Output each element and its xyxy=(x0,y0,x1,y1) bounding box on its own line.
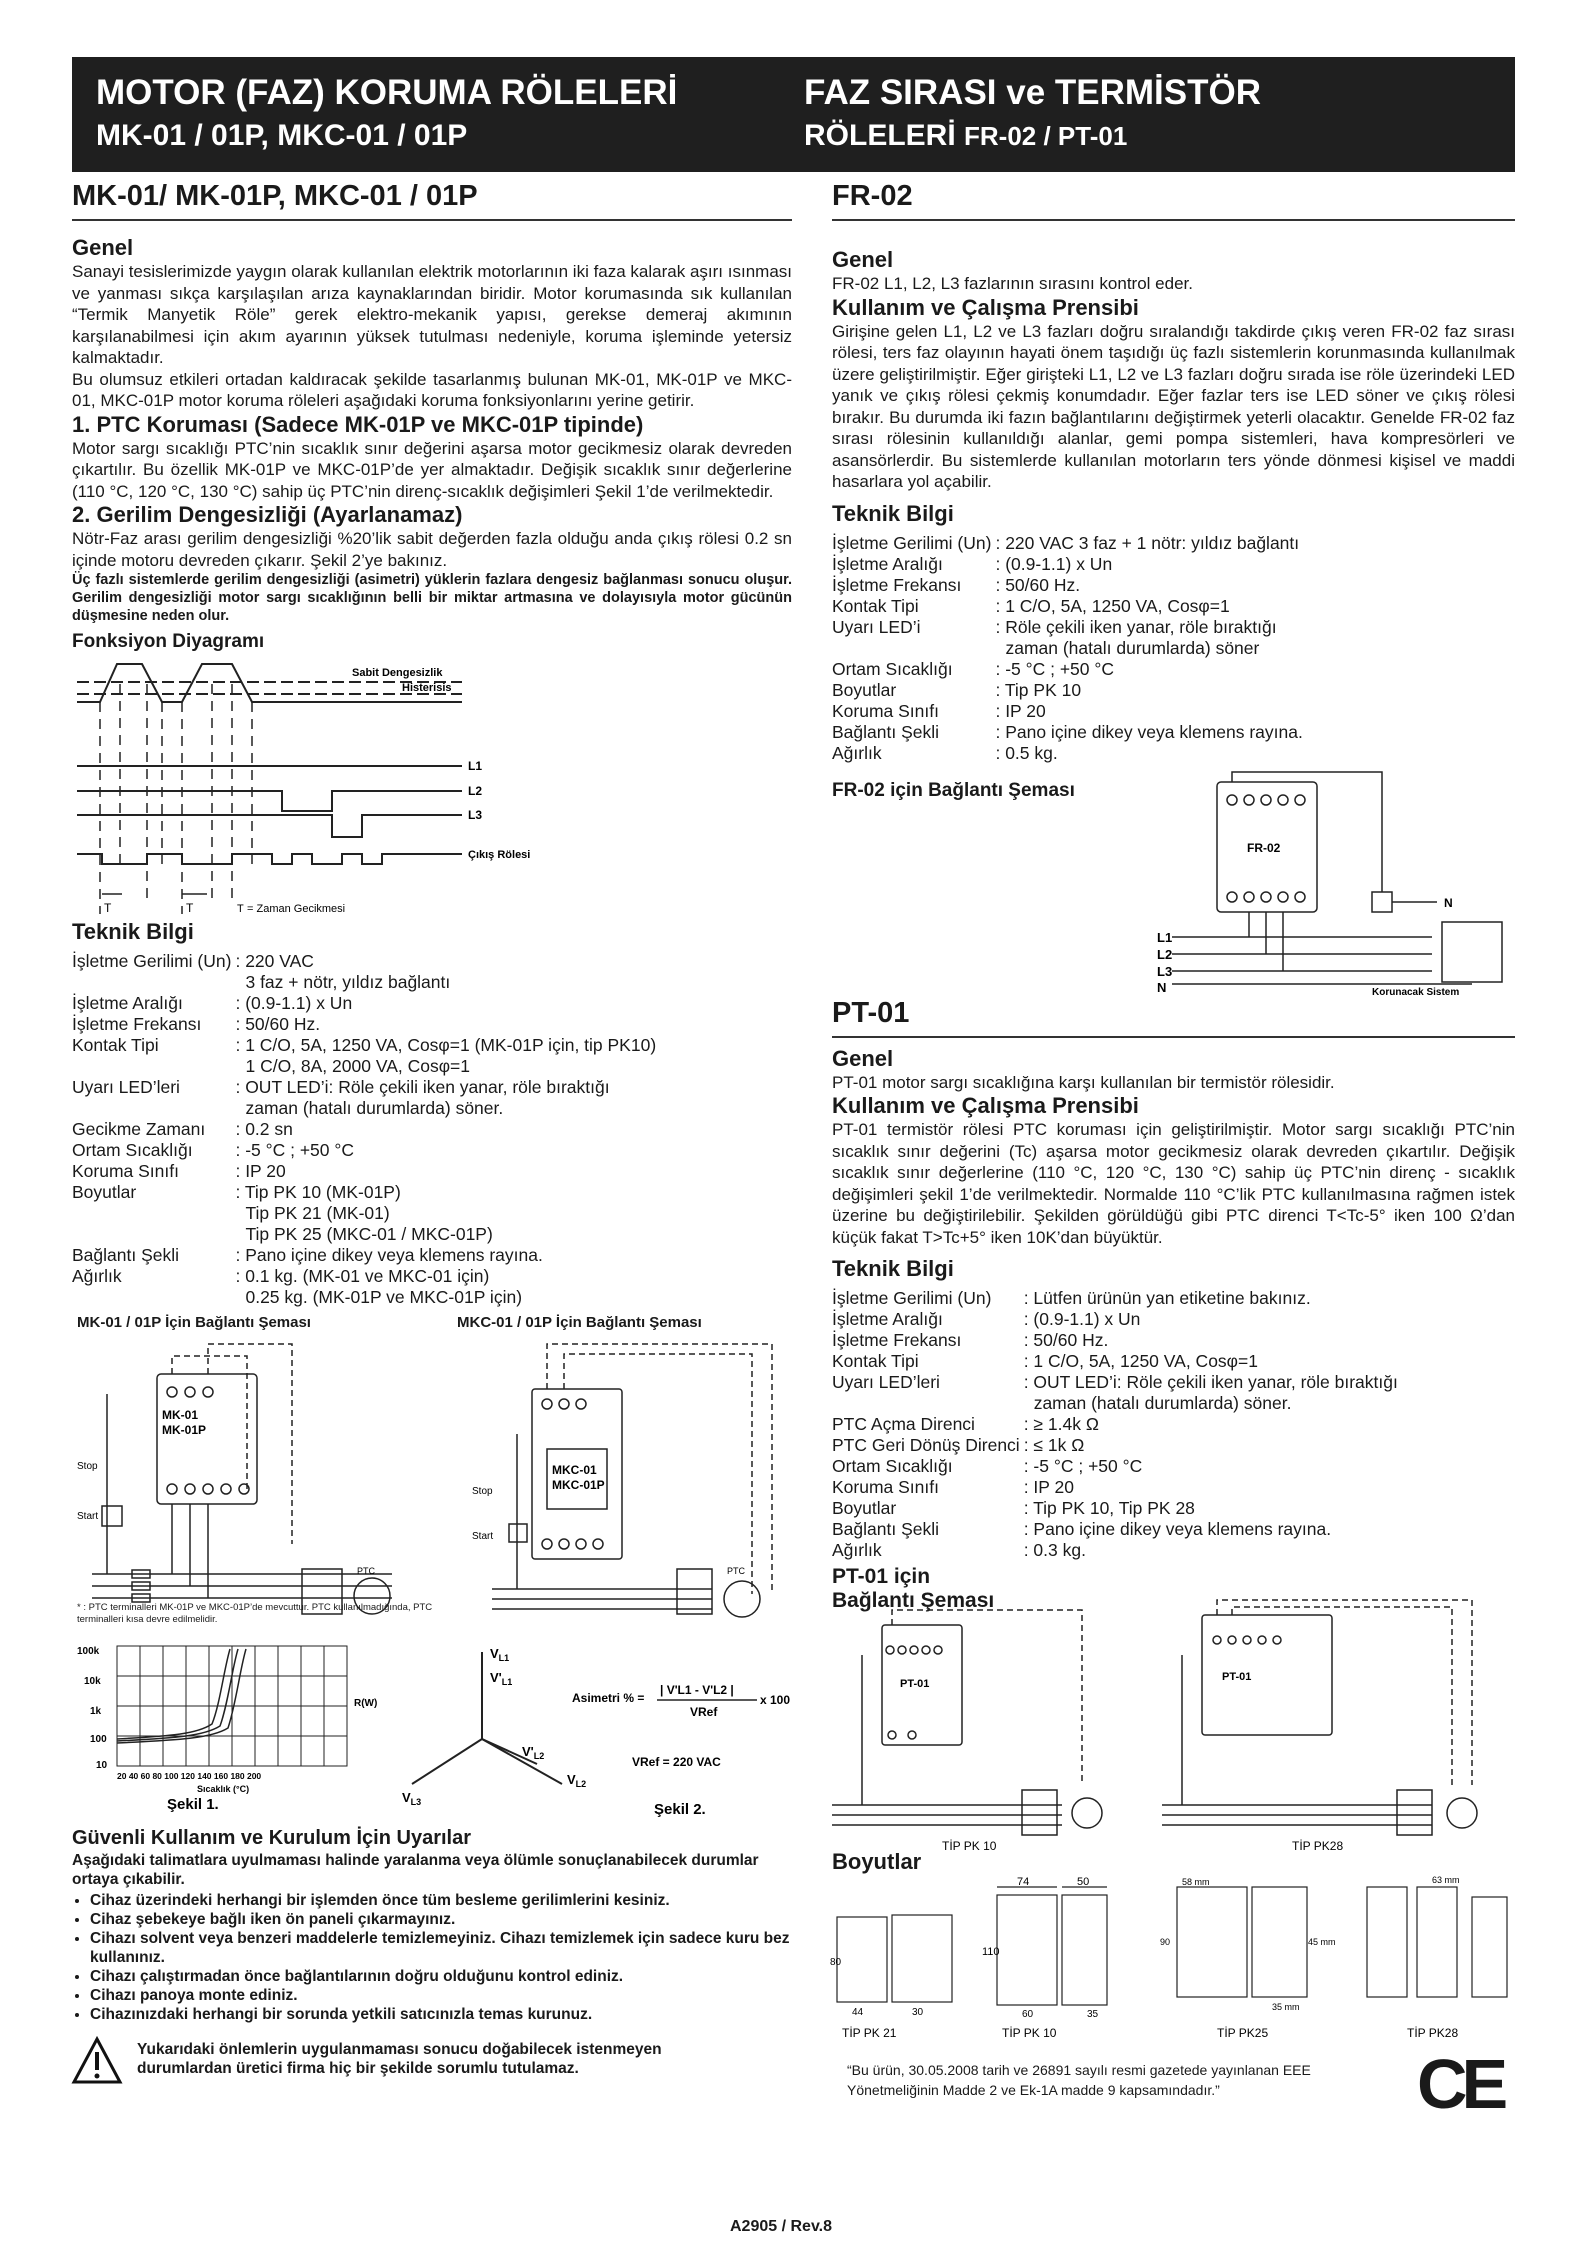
schema1-ptc: PTC xyxy=(357,1566,375,1576)
footer-code: A2905 / Rev.8 xyxy=(730,2218,832,2235)
schema2-dev-b: MKC-01P xyxy=(552,1478,605,1492)
spec-row xyxy=(72,1287,656,1308)
schema1-heading: MK-01 / 01P İçin Bağlantı Şeması xyxy=(77,1314,311,1331)
spec-key xyxy=(832,638,995,659)
spec-value: : 50/60 Hz. xyxy=(995,574,1081,595)
header-right-line2b: FR-02 / PT-01 xyxy=(964,121,1128,151)
vec-vpl1: $V'_{L1}$ xyxy=(490,1670,513,1687)
spec-value: : Tip PK 10 xyxy=(995,679,1082,700)
header-left xyxy=(96,71,677,157)
spec-row xyxy=(72,1077,656,1098)
spec-value: : IP 20 xyxy=(995,700,1046,721)
spec-value: : 0.3 kg. xyxy=(1023,1540,1086,1560)
fd-label-cikis: Çıkış Rölesi xyxy=(468,849,531,861)
formula-den: VRef xyxy=(690,1705,718,1719)
spec-row xyxy=(72,1140,656,1161)
header-right xyxy=(804,71,1261,157)
spec-row xyxy=(832,1477,1398,1498)
pt-dev-1: PT-01 xyxy=(900,1678,930,1690)
spec-key: Kontak Tipi xyxy=(832,1351,919,1371)
spec-row xyxy=(832,638,1303,659)
spec-value: : (0.9-1.1) x Un xyxy=(235,993,353,1013)
spec-row xyxy=(832,533,1303,554)
dim-90: 90 xyxy=(1160,1937,1171,1947)
pt-tip2: TİP PK28 xyxy=(1292,1839,1344,1853)
pt-kul-p: PT-01 termistör rölesi PTC koruması için geliştirilmiştir. Motor sargı sıcaklığı PTC’nin sıcaklık sınır değerini (Tc) aşarsa motor gecikmesiz olarak devreden çıkartılır. Değişik sıcaklık sınır değerlerine (110 °C, 120 °C, 130 °C) sahip üç PTC’nin direnç - sıcaklık değişimleri şekil 1’de verilmektedir. Normalde 110 °C’lik PTC kullanılmasına rağmen istek üzerine bu değiştirilebilir. Şekilden görüldüğü gibi PTC direnci T<Tc-5° iken 100 Ω’dan küçük fakat T>Tc+5° iken 10K’dan büyüktür. xyxy=(832,1120,1515,1247)
spec-row xyxy=(72,972,656,993)
spec-value: : 50/60 Hz. xyxy=(1023,1330,1109,1350)
spec-row xyxy=(832,701,1303,722)
spec-key: İşletme Aralığı xyxy=(72,993,183,1013)
graph-y0: 100k xyxy=(77,1646,100,1657)
fr-korunacak: Korunacak Sistem xyxy=(1372,986,1460,998)
dim-58: 58 mm xyxy=(1182,1877,1210,1887)
spec-key: Kontak Tipi xyxy=(72,1035,159,1055)
vec-vpl2: $V'_{L2}$ xyxy=(522,1744,545,1761)
spec-row xyxy=(832,1498,1398,1519)
fr-schema-heading: FR-02 için Bağlantı Şeması xyxy=(832,779,1075,801)
spec-value: : 0.1 kg. (MK-01 ve MKC-01 için) xyxy=(235,1266,490,1286)
spec-key: Uyarı LED’i xyxy=(832,616,921,637)
spec-row xyxy=(832,554,1303,575)
function-diagram xyxy=(72,654,792,919)
formula-num: | V'L1 - V'L2 | xyxy=(660,1683,734,1697)
guv-heading: Güvenli Kullanım ve Kurulum İçin Uyarılar xyxy=(72,1827,471,1849)
figure1-caption: Şekil 1. xyxy=(167,1796,219,1813)
pt-kul-heading: Kullanım ve Çalışma Prensibi xyxy=(832,1093,1139,1118)
mk-genel-p2: Bu olumsuz etkileri ortadan kaldıracak şekilde tasarlanmış bulunan MK-01, MK-01P ve MKC-01, MKC-01P motor koruma röleleri aşağıdaki koruma fonksiyonlarını yerine getirir. xyxy=(72,369,792,410)
pt-schema-svg xyxy=(832,1595,1515,1855)
spec-row xyxy=(72,1119,656,1140)
vec-vl2: $V_{L2}$ xyxy=(567,1772,587,1789)
compliance-row xyxy=(832,2045,1515,2123)
spec-key: Boyutlar xyxy=(72,1182,137,1202)
pt-tip1: TİP PK 10 xyxy=(942,1839,997,1853)
guv-intro: Aşağıdaki talimatlara uyulmaması halinde yaralanma veya ölümle sonuçlanabilecek durumlar ortaya çıkabilir. xyxy=(72,1852,759,1888)
mk-gd-p: Nötr-Faz arası gerilim dengesizliği %20’lik sabit değerden fazla olduğu anda çıkış rölesi 0.2 sn içinde motoru devreden çıkarır. Şekil 2’ye bakınız. xyxy=(72,529,792,570)
mk-title: MK-01/ MK-01P, MKC-01 / 01P xyxy=(72,180,792,221)
spec-key: Gecikme Zamanı xyxy=(72,1119,206,1139)
spec-key: İşletme Gerilimi (Un) xyxy=(832,532,992,553)
spec-key: Boyutlar xyxy=(832,679,897,700)
fr-spec-table xyxy=(832,533,1303,764)
graph-x: 20 40 60 80 100 120 140 160 180 200 xyxy=(117,1771,262,1781)
dim-74: 74 xyxy=(1017,1876,1030,1888)
spec-row xyxy=(832,1540,1398,1561)
spec-value: 1 C/O, 8A, 2000 VA, Cosφ=1 xyxy=(245,1056,471,1076)
spec-row xyxy=(72,1035,656,1056)
spec-value: : Pano içine dikey veya klemens rayına. xyxy=(235,1245,543,1265)
pt-title: PT-01 xyxy=(832,997,1515,1038)
spec-value: : Lütfen ürünün yan etiketine bakınız. xyxy=(1023,1288,1311,1308)
boy-label-pk28: TİP PK28 xyxy=(1407,2026,1459,2040)
spec-row xyxy=(832,1351,1398,1372)
figure2-vectors xyxy=(402,1644,792,1819)
spec-row xyxy=(72,1182,656,1203)
dim-50: 50 xyxy=(1077,1876,1090,1888)
guv-list xyxy=(72,1891,792,2024)
spec-value: : -5 °C ; +50 °C xyxy=(1023,1456,1143,1476)
fr-schema xyxy=(832,772,1515,997)
spec-value: : Tip PK 10, Tip PK 28 xyxy=(1023,1498,1195,1518)
mk-ptc-heading: 1. PTC Koruması (Sadece MK-01P ve MKC-01P tipinde) xyxy=(72,411,644,437)
mk-tb-heading: Teknik Bilgi xyxy=(72,919,194,944)
mk-spec-table xyxy=(72,951,656,1308)
dimensions-drawings xyxy=(832,1875,1515,2045)
schema1-dev: MK-01 xyxy=(162,1408,199,1422)
fr-l3: L3 xyxy=(1157,963,1173,979)
dim-63: 63 mm xyxy=(1432,1875,1460,1885)
schema2-heading: MKC-01 / 01P İçin Bağlantı Şeması xyxy=(457,1314,702,1331)
spec-key: Boyutlar xyxy=(832,1498,897,1518)
spec-key xyxy=(72,1098,235,1119)
mk-ptc-p: Motor sargı sıcaklığı PTC’nin sıcaklık sınır değerini aşarsa motor gecikmesiz olarak devreden çıkartılır. Bu özellik MK-01P ve MKC-01P’de yer almaktadır. Değişik sıcaklık sınır değerlerine (110 °C, 120 °C, 130 °C) sahip üç PTC’nin direnç-sıcaklık değişimleri Şekil 1’de verilmektedir. xyxy=(72,438,792,501)
left-column xyxy=(72,180,792,2094)
spec-value: : (0.9-1.1) x Un xyxy=(995,553,1113,574)
spec-value: : OUT LED’i: Röle çekili iken yanar, röle bıraktığı xyxy=(1023,1372,1398,1392)
spec-value: : OUT LED’i: Röle çekili iken yanar, röle bıraktığı xyxy=(235,1077,610,1097)
right-column xyxy=(830,180,1515,2123)
fd-label-l1: L1 xyxy=(468,759,483,773)
guv-item: • Cihaz şebekeye bağlı iken ön paneli çıkarmayınız. xyxy=(90,1910,792,1929)
graph-xlabel: Sıcaklık (°C) xyxy=(197,1784,250,1794)
spec-row xyxy=(832,1456,1398,1477)
spec-value: : Tip PK 10 (MK-01P) xyxy=(235,1182,401,1202)
spec-row xyxy=(72,1056,656,1077)
spec-key: İşletme Gerilimi (Un) xyxy=(72,951,232,971)
pt-tb-heading: Teknik Bilgi xyxy=(832,1256,954,1281)
spec-row xyxy=(832,722,1303,743)
spec-key: Bağlantı Şekli xyxy=(832,1519,940,1539)
spec-key xyxy=(72,1203,235,1224)
vec-vl1: $V_{L1}$ xyxy=(490,1646,510,1663)
fd-td-3: T xyxy=(237,903,244,915)
fd-heading: Fonksiyon Diyagramı xyxy=(72,631,265,652)
mk-gd-bold: Üç fazlı sistemlerde gerilim dengesizliği (asimetri) yüklerin fazlara dengesiz bağlanması sonucu oluşur. Gerilim dengesizliği motor sargı sıcaklığının belli bir miktar artmasına ve dolayısıyla motor gücünün düşmesine neden olur. xyxy=(72,572,792,624)
spec-value: : -5 °C ; +50 °C xyxy=(995,658,1115,679)
schema2-start: Start xyxy=(472,1531,494,1542)
spec-key: Koruma Sınıfı xyxy=(72,1161,179,1181)
spec-value: : Röle çekili iken yanar, röle bıraktığı xyxy=(995,616,1277,637)
spec-row xyxy=(72,1245,656,1266)
spec-value: : 220 VAC xyxy=(235,951,314,971)
spec-row xyxy=(72,1203,656,1224)
dim-45: 45 mm xyxy=(1308,1937,1336,1947)
spec-row xyxy=(832,1519,1398,1540)
fd-td-1: T xyxy=(104,901,112,915)
spec-value: : ≤ 1k Ω xyxy=(1023,1435,1085,1455)
mk-schema-svg xyxy=(72,1334,792,1644)
spec-key: PTC Açma Direnci xyxy=(832,1414,975,1434)
vref: VRef = 220 VAC xyxy=(632,1755,721,1769)
header-right-line2 xyxy=(804,115,1261,157)
spec-row xyxy=(832,575,1303,596)
spec-key: Koruma Sınıfı xyxy=(832,1477,939,1497)
spec-value: Tip PK 21 (MK-01) xyxy=(245,1203,390,1223)
fr-dev: FR-02 xyxy=(1247,840,1281,855)
spec-row xyxy=(832,743,1303,764)
spec-row xyxy=(72,993,656,1014)
spec-value: zaman (hatalı durumlarda) söner xyxy=(1005,637,1260,658)
spec-key xyxy=(72,972,235,993)
spec-row xyxy=(832,680,1303,701)
dim-44: 44 xyxy=(852,2007,864,2018)
fr-kul-p: Girişine gelen L1, L2 ve L3 fazları doğru sıralandığı takdirde çıkış veren FR-02 faz sırası rölesi, ters faz olayının hayati önem taşıdığı üç fazlı sistemlerin korunmasında kullanılmak üzere geliştirilmiştir. Eğer girişteki L1, L2 ve L3 fazları doğru sırada ise röle üzerindeki LED yanık ve çıkış rölesi çekmiş konumdadır. Eğer fazlar ters ise LED söner ve çıkış rölesi bırakır. Bu durumda iki fazın bağlantılarını değiştirmek yeterli olacaktır. Genelde FR-02 faz sırası rölesinin kullanıldığı alanlar, gemi pompa sistemleri, hava kompresörleri ve asansörlerdir. Bu sistemlerde kullanılan motorların ters yönde dönmesi kişisel ve maddi hasarlara yol açabilir. xyxy=(832,321,1515,491)
dim-30: 30 xyxy=(912,2007,924,2018)
spec-row xyxy=(832,596,1303,617)
spec-key: PTC Geri Dönüş Direnci xyxy=(832,1435,1020,1455)
guv-item: • Cihazınızdaki herhangi bir sorunda yetkili satıcınızla temas kurunuz. xyxy=(90,2005,792,2024)
graph-y3: 100 xyxy=(90,1734,107,1745)
spec-value: : 0.5 kg. xyxy=(995,742,1058,763)
fr-tb-heading: Teknik Bilgi xyxy=(832,500,954,526)
fd-label-l2: L2 xyxy=(468,784,483,798)
warning-box xyxy=(72,2034,792,2094)
vec-vl3: $V_{L3}$ xyxy=(402,1790,422,1807)
fr-genel-heading: Genel xyxy=(832,247,894,272)
schema2-stop: Stop xyxy=(472,1486,493,1497)
spec-row xyxy=(832,1372,1398,1393)
spec-value: : 50/60 Hz. xyxy=(235,1014,321,1034)
fr-n: N xyxy=(1157,979,1167,995)
fr-n-out: N xyxy=(1444,895,1453,910)
guv-item: • Cihazı çalıştırmadan önce bağlantılarının doğru olduğunu kontrol ediniz. xyxy=(90,1967,792,1986)
schema1-start: Start xyxy=(77,1511,99,1522)
spec-key xyxy=(72,1224,235,1245)
dim-80: 80 xyxy=(830,1957,842,1968)
pt-genel-heading: Genel xyxy=(832,1045,894,1071)
mk-genel-heading: Genel xyxy=(72,235,134,260)
pt-schema-h2: Bağlantı Şeması xyxy=(832,1589,995,1612)
guv-item: • Cihaz üzerindeki herhangi bir işlemden önce tüm besleme gerilimlerini kesiniz. xyxy=(90,1891,792,1910)
fr-l1: L1 xyxy=(1157,929,1173,945)
guv-block xyxy=(72,1851,792,2024)
header-right-line1: FAZ SIRASI ve TERMİSTÖR xyxy=(804,73,1261,112)
spec-row xyxy=(72,1098,656,1119)
spec-row xyxy=(832,1288,1398,1309)
spec-value: Tip PK 25 (MKC-01 / MKC-01P) xyxy=(245,1224,493,1244)
spec-key: Ortam Sıcaklığı xyxy=(832,1456,953,1476)
spec-value: 3 faz + nötr, yıldız bağlantı xyxy=(245,972,451,992)
spec-value: : 220 VAC 3 faz + 1 nötr: yıldız bağlantı xyxy=(995,532,1300,553)
mk-gd-heading: 2. Gerilim Dengesizliği (Ayarlanamaz) xyxy=(72,502,463,527)
graph-y1: 10k xyxy=(84,1676,101,1687)
spec-key xyxy=(72,1056,235,1077)
spec-value: zaman (hatalı durumlarda) söner. xyxy=(245,1098,504,1118)
spec-value: : IP 20 xyxy=(1023,1477,1074,1497)
spec-key: Uyarı LED’leri xyxy=(72,1077,180,1097)
fr-title: FR-02 xyxy=(832,180,1515,221)
pt-schema xyxy=(832,1565,1515,1855)
pt-schema-h1: PT-01 için xyxy=(832,1565,931,1588)
spec-key: İşletme Gerilimi (Un) xyxy=(832,1288,992,1308)
spec-row xyxy=(72,1014,656,1035)
spec-row xyxy=(72,1266,656,1287)
spec-key xyxy=(72,1287,235,1308)
spec-value: : IP 20 xyxy=(235,1161,286,1181)
spec-key: Kontak Tipi xyxy=(832,595,919,616)
spec-key: İşletme Frekansı xyxy=(832,1330,962,1350)
spec-key: Ortam Sıcaklığı xyxy=(72,1140,193,1160)
spec-row xyxy=(832,1414,1398,1435)
spec-value: : 1 C/O, 5A, 1250 VA, Cosφ=1 xyxy=(995,595,1230,616)
fd-label-l3: L3 xyxy=(468,808,483,822)
fr-kul-heading: Kullanım ve Çalışma Prensibi xyxy=(832,294,1139,320)
warning-icon xyxy=(72,2036,122,2086)
header-right-line2a: RÖLELERİ xyxy=(804,119,956,152)
dim-35mm: 35 mm xyxy=(1272,2002,1300,2012)
spec-value: : Pano içine dikey veya klemens rayına. xyxy=(995,721,1303,742)
spec-row xyxy=(72,1224,656,1245)
boy-label-pk10: TİP PK 10 xyxy=(1002,2026,1057,2040)
pt-genel-p: PT-01 motor sargı sıcaklığına karşı kullanılan bir termistör rölesidir. xyxy=(832,1072,1335,1092)
fr-genel-p: FR-02 L1, L2, L3 fazlarının sırasını kontrol eder. xyxy=(832,274,1193,293)
dim-35: 35 xyxy=(1087,2009,1099,2020)
fd-label-hist: Histerisis xyxy=(402,682,452,694)
header-left-line2: MK-01 / 01P, MKC-01 / 01P xyxy=(96,119,468,152)
spec-row xyxy=(832,1330,1398,1351)
dim-60: 60 xyxy=(1022,2009,1034,2020)
header-left-line1: MOTOR (FAZ) KORUMA RÖLELERİ xyxy=(96,73,678,112)
spec-key: Ağırlık xyxy=(832,742,882,763)
ptc-note: * : PTC terminalleri MK-01P ve MKC-01P’de mevcuttur. PTC kullanılmadığında, PTC terminalleri kısa devre edilmelidir. xyxy=(77,1602,433,1625)
spec-value: : Pano içine dikey veya klemens rayına. xyxy=(1023,1519,1332,1539)
formula-mul: x 100 xyxy=(760,1693,791,1707)
spec-row xyxy=(72,951,656,972)
spec-value: : -5 °C ; +50 °C xyxy=(235,1140,355,1160)
pt-boy-heading: Boyutlar xyxy=(832,1849,922,1874)
spec-key: Ortam Sıcaklığı xyxy=(832,658,953,679)
spec-value: : 0.2 sn xyxy=(235,1119,293,1139)
spec-key xyxy=(832,1393,1024,1414)
spec-key: Koruma Sınıfı xyxy=(832,700,939,721)
schema2-dev: MKC-01 xyxy=(552,1463,597,1477)
spec-value: 0.25 kg. (MK-01P ve MKC-01P için) xyxy=(245,1287,523,1307)
pt-spec-table xyxy=(832,1288,1398,1561)
spec-key: İşletme Aralığı xyxy=(832,1309,943,1329)
spec-key: İşletme Frekansı xyxy=(72,1014,202,1034)
spec-key: İşletme Aralığı xyxy=(832,553,943,574)
spec-row xyxy=(832,617,1303,638)
fr-schema-svg xyxy=(832,772,1515,997)
spec-key: Bağlantı Şekli xyxy=(72,1245,180,1265)
graph-ylabel: R(W) xyxy=(354,1698,378,1709)
spec-row xyxy=(72,1161,656,1182)
mk-genel-p1: Sanayi tesislerimizde yaygın olarak kullanılan elektrik motorlarının iki faza kalarak aşırı ısınması ve yanması sıkça karşılaşılan arıza kaynaklarından biridir. Motor korumasında sık kullanılan “Termik Manyetik Röle” gerek elektro-mekanik yapısı, gerekse demeraj akımının karşılanabilmesi için akım ayarının yüksek tutulması nedeniyle, koruma işleminde yetersiz kalmaktadır. xyxy=(72,262,792,367)
schema2-ptc: PTC xyxy=(727,1566,745,1576)
graph-y2: 1k xyxy=(90,1706,102,1717)
figures xyxy=(72,1644,792,1819)
spec-row xyxy=(832,1435,1398,1456)
guv-item: • Cihazı panoya monte ediniz. xyxy=(90,1986,792,2005)
figure2-caption: Şekil 2. xyxy=(654,1801,706,1818)
header-banner xyxy=(72,57,1515,172)
spec-row xyxy=(832,1309,1398,1330)
fd-label-sabit: Sabit Dengesizlik xyxy=(352,667,443,679)
spec-key: Uyarı LED’leri xyxy=(832,1372,940,1392)
formula-label: Asimetri % = xyxy=(572,1691,645,1705)
fd-td-2: T xyxy=(186,901,194,915)
boy-label-pk21: TİP PK 21 xyxy=(842,2026,897,2040)
fd-td-note: = Zaman Gecikmesi xyxy=(247,903,346,915)
dim-110: 110 xyxy=(982,1946,1000,1958)
spec-key: Ağırlık xyxy=(72,1266,122,1286)
figure1-graph xyxy=(72,1644,402,1819)
fr-l2: L2 xyxy=(1157,946,1173,962)
spec-value: : 1 C/O, 5A, 1250 VA, Cosφ=1 (MK-01P için, tip PK10) xyxy=(235,1035,657,1055)
spec-key: Bağlantı Şekli xyxy=(832,721,940,742)
spec-value: zaman (hatalı durumlarda) söner. xyxy=(1033,1393,1292,1413)
spec-key: İşletme Frekansı xyxy=(832,574,962,595)
spec-key: Ağırlık xyxy=(832,1540,882,1560)
schema1-dev-b: MK-01P xyxy=(162,1423,207,1437)
graph-y4: 10 xyxy=(96,1760,108,1771)
warning-text: Yukarıdaki önlemlerin uygulanmaması sonucu doğabilecek istenmeyen durumlardan üretici firma hiç bir şekilde sorumlu tutulamaz. xyxy=(137,2041,662,2077)
schema1-stop: Stop xyxy=(77,1461,98,1472)
pt-dev-2: PT-01 xyxy=(1222,1671,1252,1683)
boy-label-pk25: TİP PK25 xyxy=(1217,2026,1269,2040)
guv-item: • Cihazı solvent veya benzeri maddelerle temizlemeyiniz. Cihazı temizlemek için sadece kuru bez kullanınız. xyxy=(90,1929,792,1967)
spec-value: : 1 C/O, 5A, 1250 VA, Cosφ=1 xyxy=(1023,1351,1258,1371)
spec-row xyxy=(832,659,1303,680)
spec-value: : ≥ 1.4k Ω xyxy=(1023,1414,1099,1434)
spec-row xyxy=(832,1393,1398,1414)
ce-mark: CE xyxy=(1417,2045,1503,2123)
spec-value: : (0.9-1.1) x Un xyxy=(1023,1309,1141,1329)
compliance-note: “Bu ürün, 30.05.2008 tarih ve 26891 sayılı resmi gazetede yayınlanan EEE Yönetmeliğinin Madde 2 ve Ek-1A madde 9 kapsamındadır.” xyxy=(847,2062,1311,2098)
mk-schemas xyxy=(72,1314,792,1644)
